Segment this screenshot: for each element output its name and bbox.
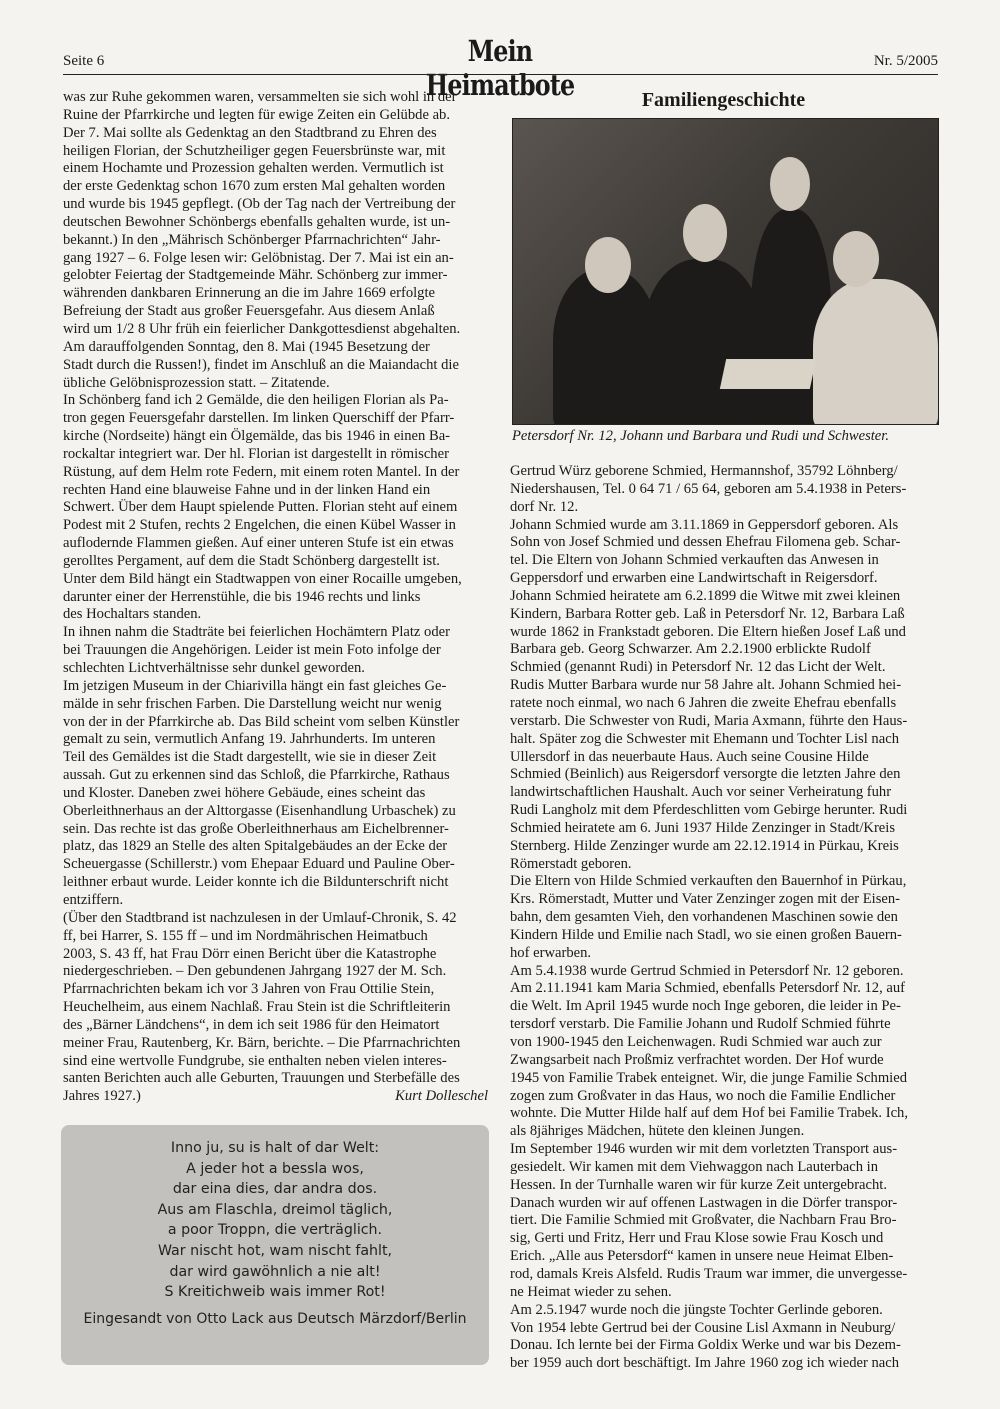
text-line: Sohn von Josef Schmied und dessen Ehefrau Filomena geb. Schar- xyxy=(510,534,901,551)
text-line: des „Bärner Ländchens“, in dem ich seit 1986 für den Heimatort xyxy=(63,1016,440,1033)
text-line: wohnte. Die Mutter Hilde half auf dem Hof bei Familie Trabek. Ich, xyxy=(510,1105,908,1122)
text-line: Am 5.4.1938 wurde Gertrud Schmied in Petersdorf Nr. 12 geboren. xyxy=(510,962,904,979)
text-line: gerolltes Pergament, auf dem die Stadt Schönberg dargestellt ist. xyxy=(63,552,440,569)
text-line: tel. Die Eltern von Johann Schmied verkauften das Anwesen in xyxy=(510,552,879,569)
text-line: Von 1954 lebte Gertrud bei der Cousine Lisl Axmann in Neuburg/ xyxy=(510,1319,896,1336)
dialect-poem xyxy=(61,1138,489,1329)
text-line: dorf Nr. 12. xyxy=(510,498,579,515)
text-line: Schwert. Über dem Haupt spielende Putten. Florian steht auf einem xyxy=(63,499,458,516)
text-line: bahn, dem gesamten Vieh, den vorhandenen Maschinen sowie den xyxy=(510,909,898,926)
text-line: Hessen. In der Turnhalle waren wir für kurze Zeit untergebracht. xyxy=(510,1176,888,1193)
text-line: leithner erbaut wurde. Leider konnte ich die Bildunterschrift nicht xyxy=(63,874,449,891)
text-line: und wurde bis 1945 gepflegt. (Ob der Tag nach der Vertreibung der xyxy=(63,196,456,213)
text-line: währenden dankbaren Erinnerung an die im Jahre 1669 erfolgte xyxy=(63,285,435,302)
text-line: darunter einer der Herrenstühle, die bis 1946 rechts und links xyxy=(63,588,421,605)
section-title: Familiengeschichte xyxy=(641,89,806,111)
text-line: 2003, S. 43 ff, hat Frau Dörr einen Bericht über die Katastrophe xyxy=(63,945,437,962)
text-line: Geppersdorf und erwarben eine Landwirtschaft in Reigersdorf. xyxy=(510,570,878,587)
text-line: bekannt.) In den „Mährisch Schönberger Pfarrnachrichten“ Jahr- xyxy=(63,231,441,248)
text-line: Barbara geb. Georg Schwarzer. Am 2.2.1900 erblickte Rudolf xyxy=(510,641,871,658)
masthead-logo: Mein Heimatbote xyxy=(425,34,575,102)
text-line: kirche (Nordseite) hängt ein Ölgemälde, das bis 1946 in einen Ba- xyxy=(63,428,451,445)
poem-line: S Kreitichweib wais immer Rot! xyxy=(164,1284,386,1301)
text-line: des Hochaltars standen. xyxy=(63,606,202,623)
text-line: sig, Gerti und Fritz, Herr und Frau Klose sowie Frau Kosch und xyxy=(510,1230,884,1247)
text-line: Am darauffolgenden Sonntag, den 8. Mai (1945 Besetzung der xyxy=(63,338,430,355)
text-line: auflodernde Flammen gießen. Auf einer unteren Stufe ist ein etwas xyxy=(63,535,454,552)
text-line: Befreiung der Stadt aus großer Feuersgefahr. Aus diesem Anlaß xyxy=(63,303,435,320)
text-line: deutschen Bewohner Schönbergs ebenfalls gehalten wurde, ist un- xyxy=(63,213,451,230)
photo-caption: Petersdorf Nr. 12, Johann und Barbara und Rudi und Schwester. xyxy=(512,428,889,444)
text-line: Schmied heiratete am 6. Juni 1937 Hilde Zenzinger in Stadt/Kreis xyxy=(510,819,896,836)
text-line: Im jetzigen Museum in der Chiarivilla hängt ein fast gleiches Ge- xyxy=(63,677,447,694)
text-line: Johann Schmied heiratete am 6.2.1899 die Witwe mit zwei kleinen xyxy=(510,587,901,604)
text-line: landwirtschaftlichen Haushalt. Auch vor seiner Verheiratung fuhr xyxy=(510,784,892,801)
poem-line: A jeder hot a bessla wos, xyxy=(186,1160,364,1177)
text-line: ber 1959 auch dort beschäftigt. Im Jahre 1960 zog ich wieder nach xyxy=(510,1355,900,1372)
text-line: Kindern Hilde und Emilie nach Stadl, wo sie einen großen Bauern- xyxy=(510,926,902,943)
family-photo xyxy=(512,118,939,425)
poem-sender: Eingesandt von Otto Lack aus Deutsch Märzdorf/Berlin xyxy=(83,1310,467,1327)
text-line: was zur Ruhe gekommen waren, versammelten sie sich wohl in der xyxy=(63,89,457,105)
text-line: von 1900-1945 den Leichenwagen. Rudi Schmied war auch zur xyxy=(510,1034,882,1050)
article-author: Kurt Dolleschel xyxy=(395,1088,488,1105)
text-line: gemalt zu sein, vermutlich Anfang 19. Jahrhunderts. Im unteren xyxy=(63,731,436,748)
text-line: Scheuergasse (Schillerstr.) vom Ehepaar Eduard und Pauline Ober- xyxy=(63,856,455,873)
text-line: In ihnen nahm die Stadträte bei feierlichen Hochämtern Platz oder xyxy=(63,624,450,641)
text-line: Donau. Ich lernte bei der Firma Goldix Werke und war bis Dezem- xyxy=(510,1337,901,1354)
text-line: sind eine wertvolle Fundgrube, sie enthalten neben vielen interes- xyxy=(63,1052,447,1069)
text-line: rockaltar integriert war. Der hl. Florian ist dargestellt in römischer xyxy=(63,445,449,462)
text-line: entziffern. xyxy=(63,891,124,908)
left-article-column xyxy=(63,89,488,1106)
text-line: Heuchelheim, aus einem Nachlaß. Frau Stein ist die Schriftleiterin xyxy=(63,999,451,1016)
text-line: 1945 von Familie Trabek enteignet. Wir, die junge Familie Schmied xyxy=(510,1069,907,1086)
text-line: gesiedelt. Wir kamen mit dem Viehwaggon nach Lauterbach in xyxy=(510,1158,878,1175)
text-line: Johann Schmied wurde am 3.11.1869 in Geppersdorf geboren. Als xyxy=(510,516,899,533)
text-line: Niedershausen, Tel. 0 64 71 / 65 64, geboren am 5.4.1938 in Peters- xyxy=(510,480,907,497)
text-line: von der in der Pfarrkirche ab. Das Bild scheint vom selben Künstler xyxy=(63,713,460,730)
text-line: tersdorf verstarb. Die Familie Johann und Rudolf Schmied führte xyxy=(510,1016,891,1033)
text-line: bei Trauungen die Angehörigen. Leider ist mein Foto infolge der xyxy=(63,642,441,659)
text-line: Sternberg. Hilde Zenzinger wurde am 22.12.1914 in Pürkau, Kreis xyxy=(510,837,899,854)
text-line: Rudis Mutter Barbara wurde nur 58 Jahre alt. Johann Schmied hei- xyxy=(510,677,902,694)
text-line: die Welt. Im April 1945 wurde noch Inge geboren, die leider in Pe- xyxy=(510,998,901,1015)
text-line: als 8jähriges Mädchen, hütete den kleinen Jungen. xyxy=(510,1123,805,1140)
text-line: der erste Gedenktag schon 1670 zum ersten Mal gehalten worden xyxy=(63,178,446,195)
text-line: platz, das 1829 an Stelle des alten Spitalgebäudes an der Ecke der xyxy=(63,838,448,855)
text-line: In Schönberg fand ich 2 Gemälde, die den heiligen Florian als Pa- xyxy=(63,392,449,409)
text-line: (Über den Stadtbrand ist nachzulesen in der Umlauf-Chronik, S. 42 xyxy=(63,909,457,926)
text-line: Schmied (Beinlich) aus Reigersdorf versorgte die letzten Jahre den xyxy=(510,766,901,783)
text-line: Rüstung, auf dem Helm rote Federn, mit einem roten Mantel. In der xyxy=(63,463,460,480)
text-line: tron gegen Feuersgefahr darstellen. Im linken Querschiff der Pfarr- xyxy=(63,410,455,427)
text-line: rechten Hand eine blauweise Fahne und in der linken Hand ein xyxy=(63,481,431,498)
text-line: Im September 1946 wurden wir mit dem vorletzten Transport aus- xyxy=(510,1141,898,1158)
text-line: übliche Gelöbnisprozession statt. – Zitatende. xyxy=(63,374,330,391)
text-line: gang 1927 – 6. Folge lesen wir: Gelöbnistag. Der 7. Mai ist ein an- xyxy=(63,249,454,266)
text-line: rod, damals Kreis Alsfeld. Rudis Traum war immer, die unvergesse- xyxy=(510,1265,908,1282)
text-line: ratete noch einmal, wo nach 6 Jahren die zweite Ehefrau ebenfalls xyxy=(510,694,897,711)
text-line: tiert. Die Familie Schmied mit Großvater, die Nachbarn Frau Bro- xyxy=(510,1212,897,1229)
text-line: Podest mit 2 Stufen, rechts 2 Engelchen, die einen Kübel Wasser in xyxy=(63,517,456,534)
text-line: Danach wurden wir auf offenen Lastwagen in die Dörfer transpor- xyxy=(510,1194,898,1211)
text-line: santen Berichten auch alle Geburten, Trauungen und Sterbefälle des xyxy=(63,1070,460,1087)
text-line: Erich. „Alle aus Petersdorf“ kamen in unsere neue Heimat Elben- xyxy=(510,1248,894,1265)
right-article-column xyxy=(510,463,937,1373)
text-line: Teil des Gemäldes ist die Stadt dargestellt, wie sie in dieser Zeit xyxy=(63,749,437,766)
poem-line: Aus am Flaschla, dreimol täglich, xyxy=(157,1201,393,1218)
text-line: hof erwarben. xyxy=(510,944,592,961)
text-line: meiner Frau, Rautenberg, Kr. Bärn, berichte. – Die Pfarrnachrichten xyxy=(63,1034,461,1051)
text-line: schlechten Lichtverhältnisse sehr dunkel geworden. xyxy=(63,660,365,676)
text-line: Jahres 1927.) xyxy=(63,1088,141,1105)
poem-line: dar wird gawöhnlich a nie alt! xyxy=(169,1263,381,1280)
text-line: Schmied (genannt Rudi) in Petersdorf Nr. 12 das Licht der Welt. xyxy=(510,659,886,676)
text-line: Unter dem Bild hängt ein Stadtwappen von einer Rocaille umgeben, xyxy=(63,570,462,587)
text-line: Der 7. Mai sollte als Gedenktag an den Stadtbrand zu Ehren des xyxy=(63,124,437,141)
text-line: Ullersdorf in das neuerbaute Haus. Auch seine Cousine Hilde xyxy=(510,748,869,765)
text-line: halt. Später zog die Schwester mit Ehemann und Tochter Lisl nach xyxy=(510,730,899,747)
poem-line: War nischt hot, wam nischt fahlt, xyxy=(157,1242,393,1259)
text-line: heiligen Florian, der Schutzheiliger gegen Feuersbrünste war, mit xyxy=(63,142,446,159)
header-divider xyxy=(63,74,938,75)
issue-number: Nr. 5/2005 xyxy=(873,53,938,69)
text-line: mälde in sehr frischen Farben. Die Darstellung weicht nur wenig xyxy=(63,695,442,712)
text-line: Die Eltern von Hilde Schmied verkauften den Bauernhof in Pürkau, xyxy=(510,873,907,890)
text-line: ff, bei Harrer, S. 155 ff – und im Nordmährischen Heimatbuch xyxy=(63,927,428,944)
text-line: sein. Das rechte ist das große Oberleithnerhaus am Eichelbrenner- xyxy=(63,820,449,837)
text-line: niedergeschrieben. – Den gebundenen Jahrgang 1927 der M. Sch. xyxy=(63,963,447,980)
text-line: Zwangsarbeit nach Proßmiz verfrachtet worden. Der Hof wurde xyxy=(510,1051,884,1068)
text-line: und Kloster. Daneben zwei höhere Gebäude, eines scheint das xyxy=(63,784,426,801)
text-line: Ruine der Pfarrkirche und legten für ewige Zeiten ein Gelübde ab. xyxy=(63,106,450,123)
text-line: gelobter Feiertag der Stadtgemeinde Mähr. Schönberg zur immer- xyxy=(63,267,448,284)
text-line: aussah. Gut zu erkennen sind das Schloß, die Pfarrkirche, Rathaus xyxy=(63,767,450,784)
page-number: Seite 6 xyxy=(63,53,105,69)
text-line: einem Hochamte und Prozession gehalten werden. Vermutlich ist xyxy=(63,160,444,177)
text-line: Römerstadt geboren. xyxy=(510,855,632,872)
poem-line: dar eina dies, dar andra dos. xyxy=(172,1181,378,1198)
poem-line: a poor Troppn, die verträglich. xyxy=(167,1222,383,1239)
text-line: wurde 1862 in Frankstadt geboren. Die Eltern hießen Josef Laß und xyxy=(510,623,906,640)
poem-line: Inno ju, su is halt of dar Welt: xyxy=(170,1140,380,1156)
text-line: Am 2.11.1941 kam Maria Schmied, ebenfalls Petersdorf Nr. 12, auf xyxy=(510,980,906,997)
text-line: Pfarrnachrichten bekam ich vor 3 Jahren von Frau Ottilie Stein, xyxy=(63,981,435,998)
text-line: Oberleithnerhaus an der Alttorgasse (Eisenhandlung Urbaschek) zu xyxy=(63,802,456,819)
text-line: wird um 1/2 8 Uhr früh ein feierlicher Dankgottesdienst abgehalten. xyxy=(63,320,461,337)
text-line: Gertrud Würz geborene Schmied, Hermannshof, 35792 Löhnberg/ xyxy=(510,463,898,479)
text-line: Kindern, Barbara Rotter geb. Laß in Petersdorf Nr. 12, Barbara Laß xyxy=(510,605,905,622)
text-line: Am 2.5.1947 wurde noch die jüngste Tochter Gerlinde geboren. xyxy=(510,1301,883,1318)
text-line: Krs. Römerstadt, Mutter und Vater Zenzinger zogen mit der Eisen- xyxy=(510,891,901,908)
text-line: Rudi Langholz mit dem Pferdeschlitten vom Gebirge herunter. Rudi xyxy=(510,802,908,819)
text-line: verstarb. Die Schwester von Rudi, Maria Axmann, führte den Haus- xyxy=(510,712,908,729)
text-line: ne Heimat wieder zu sehen. xyxy=(510,1283,672,1300)
text-line: Stadt durch die Russen!), findet im Anschluß an die Maiandacht die xyxy=(63,356,459,373)
text-line: zogen zum Großvater in das Haus, wo noch die Familie Endlicher xyxy=(510,1087,896,1104)
